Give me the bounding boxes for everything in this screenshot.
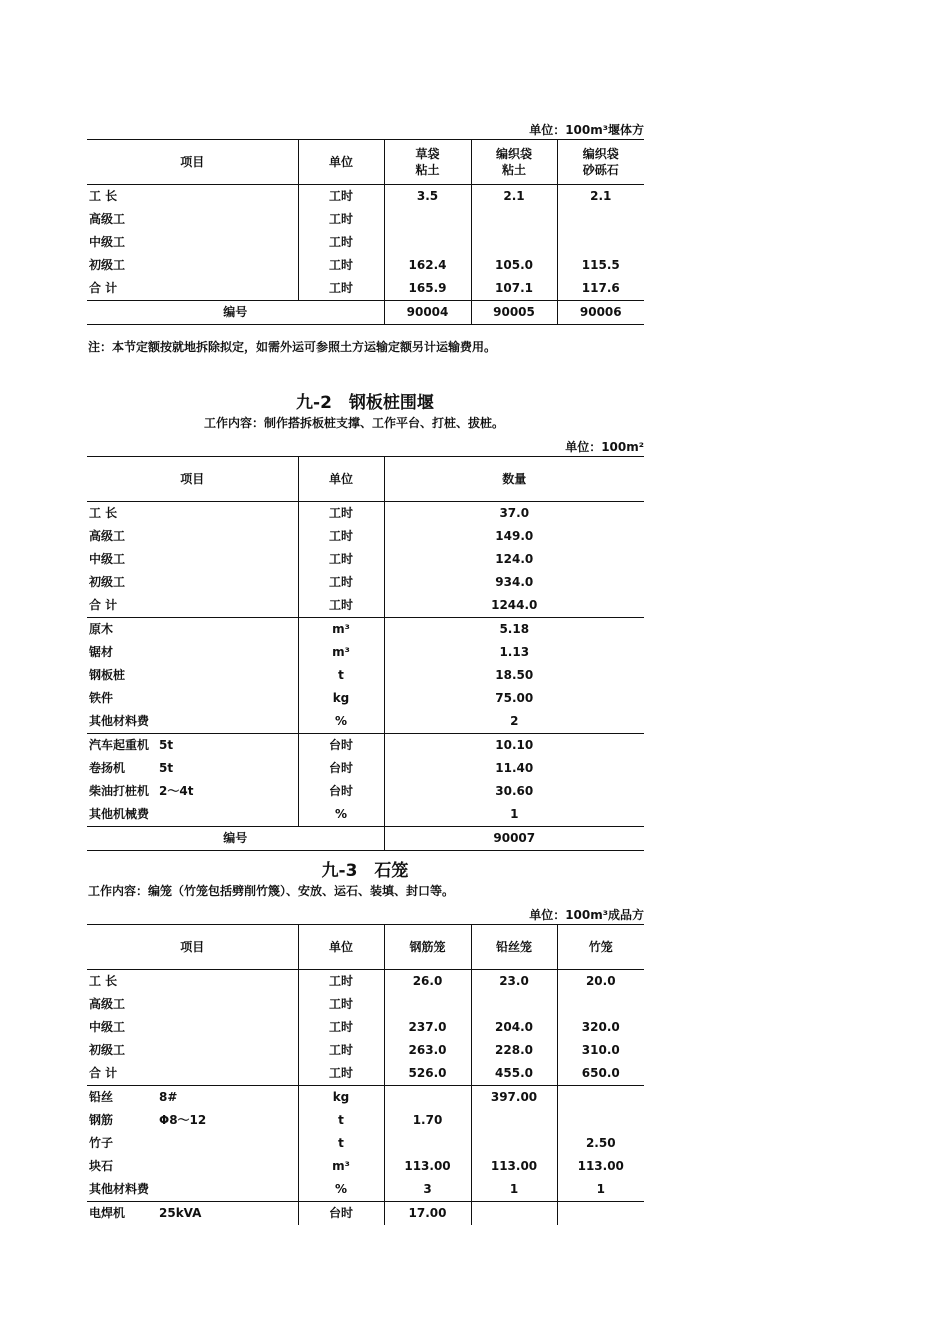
value-cell: 650.0 xyxy=(557,1062,644,1086)
unit-cell: kg xyxy=(298,687,384,710)
section3-title: 九-3 石笼 xyxy=(321,861,409,881)
value-cell xyxy=(384,1132,471,1155)
unit-cell: m³ xyxy=(298,1155,384,1178)
value-cell: 113.00 xyxy=(557,1155,644,1178)
value-cell xyxy=(557,1086,644,1110)
table-row xyxy=(87,1132,644,1155)
table1-unit: 单位：100m³堰体方 xyxy=(529,123,644,137)
row-spec: 2～4t xyxy=(159,784,194,798)
header-col3: 编织袋 砂砾石 xyxy=(557,140,644,185)
row-name: 钢板桩 xyxy=(89,668,126,682)
table-row xyxy=(87,734,644,758)
value-cell: 75.00 xyxy=(384,687,644,710)
code-label: 编号 xyxy=(87,301,384,325)
table-row xyxy=(87,1109,644,1132)
unit-cell: 工时 xyxy=(298,254,384,277)
unit-cell: 工时 xyxy=(298,277,384,301)
value-cell: 3 xyxy=(384,1178,471,1202)
table-row xyxy=(87,571,644,594)
value-cell: 397.00 xyxy=(471,1086,557,1110)
unit-cell: 台时 xyxy=(298,1202,384,1226)
row-name: 其他材料费 xyxy=(89,714,150,728)
table-row xyxy=(87,780,644,803)
row-name-cell xyxy=(87,525,298,548)
row-name: 中级工 xyxy=(89,1020,126,1034)
value-cell xyxy=(384,1086,471,1110)
value-cell xyxy=(471,1202,557,1226)
value-cell: 113.00 xyxy=(384,1155,471,1178)
row-name-cell xyxy=(87,1109,298,1132)
header-qty: 数量 xyxy=(384,457,644,502)
value-cell: 2.1 xyxy=(471,185,557,209)
table3 xyxy=(87,924,644,1225)
code-cell: 90007 xyxy=(384,827,644,851)
table-row xyxy=(87,618,644,642)
value-cell xyxy=(557,993,644,1016)
value-cell: 23.0 xyxy=(471,970,557,994)
row-name-cell xyxy=(87,1086,298,1110)
row-name-cell xyxy=(87,594,298,618)
row-name: 初级工 xyxy=(89,258,126,272)
value-cell: 2.1 xyxy=(557,185,644,209)
value-cell: 124.0 xyxy=(384,548,644,571)
row-name-cell xyxy=(87,571,298,594)
row-name: 初级工 xyxy=(89,575,126,589)
section2-title: 九-2 钢板桩围堰 xyxy=(296,393,434,413)
unit-cell: 工时 xyxy=(298,1062,384,1086)
table-row xyxy=(87,1016,644,1039)
value-cell: 1 xyxy=(384,803,644,827)
row-name: 块石 xyxy=(89,1159,114,1173)
value-cell: 1 xyxy=(557,1178,644,1202)
value-cell: 17.00 xyxy=(384,1202,471,1226)
table-row xyxy=(87,594,644,618)
value-cell: 320.0 xyxy=(557,1016,644,1039)
table1-body xyxy=(87,185,644,325)
header-unit: 单位 xyxy=(298,140,384,185)
section2-work: 工作内容：制作搭拆板桩支撑、工作平台、打桩、拔桩。 xyxy=(204,416,505,430)
row-spec: 5t xyxy=(159,761,174,775)
row-name: 钢筋 xyxy=(89,1113,114,1127)
table-row xyxy=(87,993,644,1016)
unit-cell: 工时 xyxy=(298,571,384,594)
value-cell: 117.6 xyxy=(557,277,644,301)
code-label: 编号 xyxy=(87,827,384,851)
value-cell xyxy=(384,993,471,1016)
row-name: 工 长 xyxy=(89,974,118,988)
unit-cell: 台时 xyxy=(298,757,384,780)
row-name: 工 长 xyxy=(89,189,118,203)
unit-cell: 工时 xyxy=(298,548,384,571)
unit-cell: 台时 xyxy=(298,780,384,803)
table-row xyxy=(87,231,644,254)
row-name-cell xyxy=(87,687,298,710)
table-row xyxy=(87,1062,644,1086)
header-item: 项目 xyxy=(87,457,298,502)
row-name: 其他机械费 xyxy=(89,807,150,821)
row-spec: 8# xyxy=(159,1090,178,1104)
value-cell xyxy=(471,993,557,1016)
table-row xyxy=(87,254,644,277)
table-row xyxy=(87,1039,644,1062)
header-item: 项目 xyxy=(87,140,298,185)
row-name-cell xyxy=(87,1062,298,1086)
row-name-cell xyxy=(87,1202,298,1226)
code-row xyxy=(87,301,644,325)
row-name: 高级工 xyxy=(89,529,126,543)
value-cell: 37.0 xyxy=(384,502,644,526)
section2-unit: 单位：100m² xyxy=(565,440,644,454)
table-row xyxy=(87,548,644,571)
value-cell: 18.50 xyxy=(384,664,644,687)
table-row xyxy=(87,687,644,710)
unit-cell: 工时 xyxy=(298,993,384,1016)
value-cell xyxy=(471,231,557,254)
unit-cell: t xyxy=(298,1132,384,1155)
unit-cell: 工时 xyxy=(298,525,384,548)
unit-cell: 工时 xyxy=(298,208,384,231)
row-name: 铅丝 xyxy=(89,1090,114,1104)
unit-cell: 工时 xyxy=(298,185,384,209)
header-item: 项目 xyxy=(87,925,298,970)
value-cell xyxy=(557,1202,644,1226)
header-col2: 编织袋 粘土 xyxy=(471,140,557,185)
row-name-cell xyxy=(87,618,298,642)
row-name: 铁件 xyxy=(89,691,114,705)
row-name-cell xyxy=(87,1016,298,1039)
row-name-cell xyxy=(87,502,298,526)
row-name: 工 长 xyxy=(89,506,118,520)
row-name-cell xyxy=(87,1039,298,1062)
table2-body xyxy=(87,502,644,851)
value-cell: 1.70 xyxy=(384,1109,471,1132)
row-name: 初级工 xyxy=(89,1043,126,1057)
row-name-cell xyxy=(87,1155,298,1178)
table-row xyxy=(87,757,644,780)
table2 xyxy=(87,456,644,851)
value-cell: 30.60 xyxy=(384,780,644,803)
code-cell: 90006 xyxy=(557,301,644,325)
table-row xyxy=(87,664,644,687)
row-name: 汽车起重机 xyxy=(89,738,150,752)
unit-cell: 工时 xyxy=(298,1039,384,1062)
row-name: 竹子 xyxy=(89,1136,114,1150)
row-name: 中级工 xyxy=(89,235,126,249)
row-name: 合 计 xyxy=(89,598,118,612)
header-unit: 单位 xyxy=(298,925,384,970)
value-cell: 1244.0 xyxy=(384,594,644,618)
value-cell: 3.5 xyxy=(384,185,471,209)
unit-cell: 工时 xyxy=(298,1016,384,1039)
unit-cell: % xyxy=(298,803,384,827)
row-name-cell xyxy=(87,548,298,571)
row-name: 中级工 xyxy=(89,552,126,566)
value-cell: 149.0 xyxy=(384,525,644,548)
row-name: 锯材 xyxy=(89,645,114,659)
value-cell xyxy=(471,208,557,231)
value-cell: 1 xyxy=(471,1178,557,1202)
row-spec: 5t xyxy=(159,738,174,752)
value-cell: 455.0 xyxy=(471,1062,557,1086)
value-cell: 113.00 xyxy=(471,1155,557,1178)
value-cell: 10.10 xyxy=(384,734,644,758)
value-cell: 26.0 xyxy=(384,970,471,994)
row-spec: 25kVA xyxy=(159,1206,202,1220)
value-cell xyxy=(471,1109,557,1132)
row-name-cell xyxy=(87,664,298,687)
row-name-cell xyxy=(87,641,298,664)
header-col1: 钢筋笼 xyxy=(384,925,471,970)
row-name-cell xyxy=(87,780,298,803)
value-cell: 20.0 xyxy=(557,970,644,994)
header-unit: 单位 xyxy=(298,457,384,502)
value-cell: 162.4 xyxy=(384,254,471,277)
header-col1: 草袋 粘土 xyxy=(384,140,471,185)
value-cell xyxy=(384,208,471,231)
unit-cell: % xyxy=(298,1178,384,1202)
unit-cell: 工时 xyxy=(298,970,384,994)
table-row xyxy=(87,185,644,209)
unit-cell: % xyxy=(298,710,384,734)
row-name: 合 计 xyxy=(89,281,118,295)
row-name: 原木 xyxy=(89,622,114,636)
unit-cell: 工时 xyxy=(298,231,384,254)
table1-note: 注：本节定额按就地拆除拟定，如需外运可参照土方运输定额另计运输费用。 xyxy=(88,340,497,354)
value-cell: 237.0 xyxy=(384,1016,471,1039)
table-row xyxy=(87,1202,644,1226)
section3-work: 工作内容：编笼（竹笼包括劈削竹篾）、安放、运石、装填、封口等。 xyxy=(88,884,455,898)
table-row xyxy=(87,1178,644,1202)
value-cell: 115.5 xyxy=(557,254,644,277)
value-cell: 5.18 xyxy=(384,618,644,642)
value-cell: 2 xyxy=(384,710,644,734)
unit-cell: t xyxy=(298,1109,384,1132)
value-cell: 11.40 xyxy=(384,757,644,780)
code-row xyxy=(87,827,644,851)
row-name-cell xyxy=(87,710,298,734)
unit-cell: m³ xyxy=(298,641,384,664)
value-cell: 263.0 xyxy=(384,1039,471,1062)
row-name: 电焊机 xyxy=(89,1206,126,1220)
table3-body xyxy=(87,970,644,1226)
unit-cell: 台时 xyxy=(298,734,384,758)
table-row xyxy=(87,1086,644,1110)
row-name-cell xyxy=(87,993,298,1016)
row-name-cell xyxy=(87,231,298,254)
row-name-cell xyxy=(87,1178,298,1202)
value-cell xyxy=(471,1132,557,1155)
value-cell xyxy=(557,208,644,231)
row-name-cell xyxy=(87,254,298,277)
value-cell xyxy=(557,231,644,254)
row-name-cell xyxy=(87,757,298,780)
row-name-cell xyxy=(87,208,298,231)
value-cell: 934.0 xyxy=(384,571,644,594)
table-row xyxy=(87,525,644,548)
value-cell: 165.9 xyxy=(384,277,471,301)
unit-cell: t xyxy=(298,664,384,687)
value-cell xyxy=(557,1109,644,1132)
row-name-cell xyxy=(87,185,298,209)
row-name: 合 计 xyxy=(89,1066,118,1080)
value-cell: 107.1 xyxy=(471,277,557,301)
value-cell: 204.0 xyxy=(471,1016,557,1039)
unit-cell: kg xyxy=(298,1086,384,1110)
row-name: 卷扬机 xyxy=(89,761,126,775)
unit-cell: 工时 xyxy=(298,594,384,618)
row-name: 柴油打桩机 xyxy=(89,784,150,798)
row-name: 其他材料费 xyxy=(89,1182,150,1196)
unit-cell: 工时 xyxy=(298,502,384,526)
table1 xyxy=(87,139,644,325)
row-spec: Φ8～12 xyxy=(159,1113,207,1127)
row-name: 高级工 xyxy=(89,212,126,226)
table-row xyxy=(87,803,644,827)
value-cell xyxy=(384,231,471,254)
code-cell: 90005 xyxy=(471,301,557,325)
value-cell: 526.0 xyxy=(384,1062,471,1086)
table-row xyxy=(87,208,644,231)
row-name: 高级工 xyxy=(89,997,126,1011)
value-cell: 2.50 xyxy=(557,1132,644,1155)
table-row xyxy=(87,970,644,994)
section3-unit: 单位：100m³成品方 xyxy=(529,908,644,922)
value-cell: 310.0 xyxy=(557,1039,644,1062)
value-cell: 228.0 xyxy=(471,1039,557,1062)
row-name-cell xyxy=(87,277,298,301)
row-name-cell xyxy=(87,970,298,994)
table-row xyxy=(87,1155,644,1178)
table-row xyxy=(87,502,644,526)
unit-cell: m³ xyxy=(298,618,384,642)
table-row xyxy=(87,641,644,664)
row-name-cell xyxy=(87,1132,298,1155)
table-row xyxy=(87,277,644,301)
header-col3: 竹笼 xyxy=(557,925,644,970)
header-col2: 铅丝笼 xyxy=(471,925,557,970)
value-cell: 1.13 xyxy=(384,641,644,664)
code-cell: 90004 xyxy=(384,301,471,325)
table-row xyxy=(87,710,644,734)
row-name-cell xyxy=(87,734,298,758)
value-cell: 105.0 xyxy=(471,254,557,277)
row-name-cell xyxy=(87,803,298,827)
